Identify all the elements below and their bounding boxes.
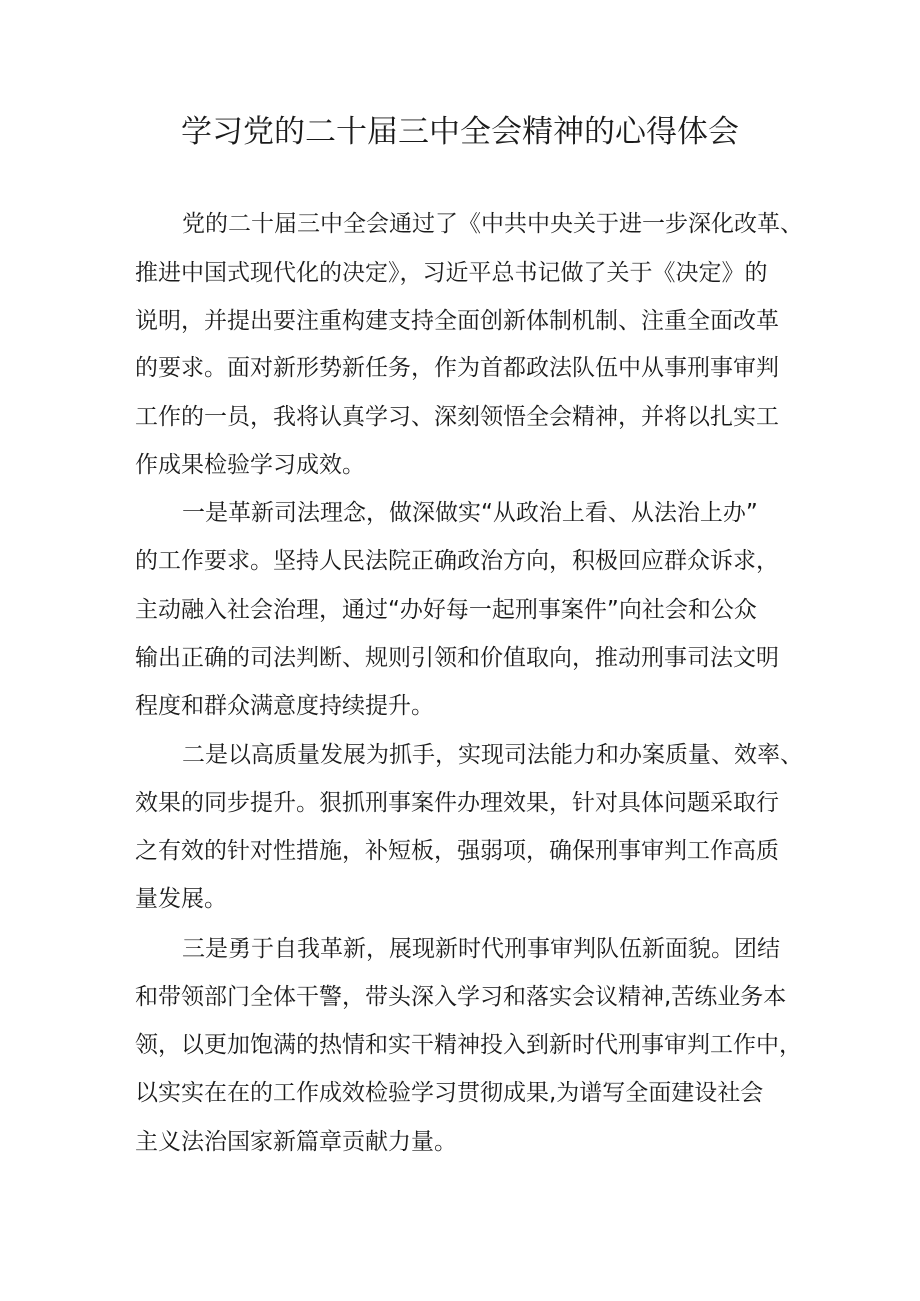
- paragraph-line: 输出正确的司法判断、规则引领和价值取向，推动刑事司法文明: [135, 645, 779, 671]
- paragraph-line: 主义法治国家新篇章贡献力量。: [135, 1129, 457, 1155]
- paragraph-line: 的工作要求。坚持人民法院正确政治方向，积极回应群众诉求，: [135, 548, 779, 574]
- paragraph-line: 领，以更加饱满的热情和实干精神投入到新时代刑事审判工作中，: [135, 1032, 802, 1058]
- paragraph-line: 三是勇于自我革新，展现新时代刑事审判队伍新面貌。团结: [182, 936, 780, 962]
- paragraph-line: 作成果检验学习成效。: [135, 452, 365, 478]
- paragraph-line: 的要求。面对新形势新任务，作为首都政法队伍中从事刑事审判: [135, 355, 779, 381]
- paragraph-line: 效果的同步提升。狠抓刑事案件办理效果，针对具体问题采取行: [135, 790, 779, 816]
- paragraph-line: 二是以高质量发展为抓手，实现司法能力和办案质量、效率、: [182, 742, 803, 768]
- paragraph-line: 和带领部门全体干警，带头深入学习和落实会议精神,苦练业务本: [135, 984, 787, 1010]
- paragraph-line: 党的二十届三中全会通过了《中共中央关于进一步深化改革、: [182, 211, 803, 237]
- paragraph-line: 一是革新司法理念，做深做实“从政治上看、从法治上办”: [182, 500, 758, 526]
- paragraph-line: 量发展。: [135, 886, 227, 912]
- paragraph-line: 之有效的针对性措施，补短板，强弱项，确保刑事审判工作高质: [135, 838, 779, 864]
- paragraph-line: 主动融入社会治理，通过“办好每一起刑事案件”向社会和公众: [135, 597, 757, 623]
- paragraph-line: 说明，并提出要注重构建支持全面创新体制机制、注重全面改革: [135, 308, 779, 334]
- document-title: 学习党的二十届三中全会精神的心得体会: [181, 114, 739, 150]
- paragraph-line: 程度和群众满意度持续提升。: [135, 693, 434, 719]
- paragraph-line: 以实实在在的工作成效检验学习贯彻成果,为谱写全面建设社会: [135, 1080, 764, 1106]
- paragraph-line: 推进中国式现代化的决定》，习近平总书记做了关于《决定》的: [135, 260, 768, 286]
- paragraph-line: 工作的一员，我将认真学习、深刻领悟全会精神，并将以扎实工: [135, 404, 779, 430]
